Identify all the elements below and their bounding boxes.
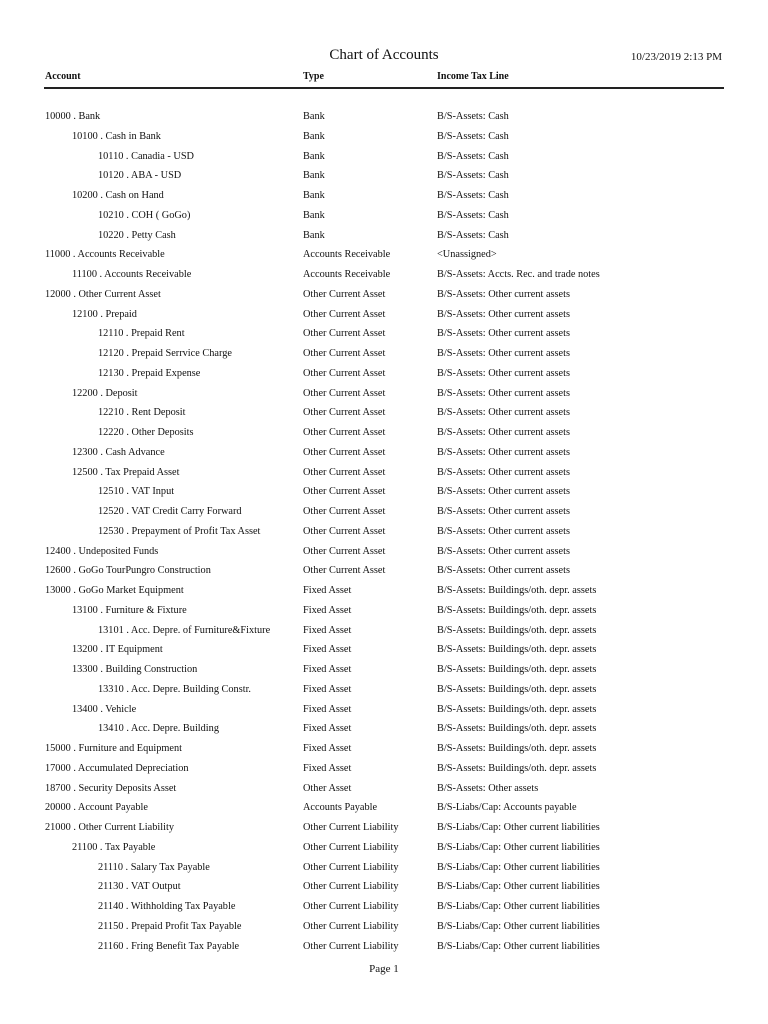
account-row [0,937,768,957]
account-name: 21100 . Tax Payable [72,841,156,853]
account-row [0,423,768,443]
income-tax-line: B/S-Liabs/Cap: Other current liabilities [437,940,600,952]
account-row [0,245,768,265]
account-type: Other Current Liability [303,901,399,912]
account-type: Bank [303,130,325,142]
account-type: Other Current Asset [303,348,386,359]
account-name: 12110 . Prepaid Rent [98,328,185,340]
income-tax-line: B/S-Assets: Other current assets [437,446,570,458]
account-type: Other Current Asset [303,466,386,478]
account-name: 10110 . Canadia - USD [98,150,194,162]
income-tax-line: B/S-Assets: Other current assets [437,545,570,557]
account-row [0,364,768,384]
account-type: Bank [303,229,325,241]
income-tax-line: B/S-Assets: Cash [437,190,509,201]
account-type: Fixed Asset [303,624,352,636]
account-type: Other Current Asset [303,446,386,458]
income-tax-line: B/S-Liabs/Cap: Other current liabilities [437,822,600,833]
income-tax-line: B/S-Assets: Accts. Rec. and trade notes [437,269,600,280]
account-name: 12300 . Cash Advance [72,446,165,458]
account-type: Fixed Asset [303,723,352,735]
account-type: Bank [303,111,325,122]
account-type: Fixed Asset [303,762,352,774]
account-row [0,759,768,779]
report-title: Chart of Accounts [329,47,439,63]
account-type: Other Current Liability [303,822,399,833]
account-name: 21130 . VAT Output [98,881,181,893]
account-type: Other Current Asset [303,525,386,537]
column-header-account: Account [45,71,81,82]
account-row [0,502,768,522]
income-tax-line: B/S-Assets: Other current assets [437,525,570,537]
account-row [0,127,768,147]
income-tax-line: B/S-Liabs/Cap: Other current liabilities [437,881,600,893]
income-tax-line: B/S-Assets: Other current assets [437,407,570,419]
account-type: Other Asset [303,782,352,794]
account-row [0,858,768,878]
account-row [0,463,768,483]
income-tax-line: B/S-Liabs/Cap: Other current liabilities [437,920,600,932]
income-tax-line: B/S-Assets: Other current assets [437,328,570,340]
account-row [0,186,768,206]
account-row [0,897,768,917]
report-datetime: 10/23/2019 2:13 PM [630,51,722,63]
account-type: Other Current Liability [303,940,399,952]
account-name: 13410 . Acc. Depre. Building [98,723,219,735]
income-tax-line: B/S-Assets: Other assets [437,782,539,794]
account-row [0,226,768,246]
account-name: 21110 . Salary Tax Payable [98,861,210,873]
account-row [0,640,768,660]
column-header-type: Type [303,71,324,82]
income-tax-line: B/S-Assets: Cash [437,209,509,221]
account-row [0,917,768,937]
account-name: 12200 . Deposit [72,387,138,399]
income-tax-line: B/S-Assets: Other current assets [437,427,570,438]
account-row [0,166,768,186]
account-name: 13400 . Vehicle [72,703,137,715]
account-type: Other Current Asset [303,387,386,399]
account-type: Other Current Asset [303,328,386,340]
account-name: 20000 . Account Payable [45,802,148,814]
account-name: 21140 . Withholding Tax Payable [98,901,236,912]
account-row [0,482,768,502]
account-row [0,384,768,404]
income-tax-line: <Unassigned> [437,249,497,261]
account-type: Fixed Asset [303,585,352,596]
income-tax-line: B/S-Assets: Other current assets [437,387,570,399]
account-name: 13200 . IT Equipment [72,644,163,656]
income-tax-line: B/S-Liabs/Cap: Other current liabilities [437,861,600,873]
income-tax-line: B/S-Assets: Other current assets [437,466,570,478]
account-row [0,719,768,739]
account-name: 11000 . Accounts Receivable [45,249,165,261]
account-type: Accounts Payable [303,802,378,814]
account-name: 17000 . Accumulated Depreciation [45,762,189,774]
account-type: Other Current Asset [303,506,386,517]
account-name: 10100 . Cash in Bank [72,130,161,142]
account-name: 18700 . Security Deposits Asset [45,782,177,794]
account-row [0,700,768,720]
account-name: 13310 . Acc. Depre. Building Constr. [98,683,252,695]
account-name: 12210 . Rent Deposit [98,407,186,419]
account-row [0,107,768,127]
account-row [0,680,768,700]
income-tax-line: B/S-Assets: Cash [437,150,509,162]
account-row [0,739,768,759]
account-type: Other Current Liability [303,881,399,893]
account-name: 13000 . GoGo Market Equipment [45,585,184,596]
account-type: Other Current Liability [303,861,399,873]
account-name: 12500 . Tax Prepaid Asset [72,466,180,478]
income-tax-line: B/S-Assets: Buildings/oth. depr. assets [437,624,597,636]
account-row [0,344,768,364]
account-row [0,798,768,818]
account-name: 10000 . Bank [45,111,101,122]
account-name: 10120 . ABA - USD [98,170,182,182]
account-type: Other Current Asset [303,565,386,577]
account-type: Fixed Asset [303,743,352,754]
account-type: Other Current Asset [303,427,386,438]
account-row [0,779,768,799]
account-name: 12100 . Prepaid [72,308,137,320]
account-name: 21000 . Other Current Liability [45,822,174,833]
account-row [0,838,768,858]
income-tax-line: B/S-Assets: Cash [437,130,509,142]
account-name: 10220 . Petty Cash [98,229,176,241]
income-tax-line: B/S-Assets: Buildings/oth. depr. assets [437,703,597,715]
account-name: 12510 . VAT Input [98,486,175,498]
account-name: 13300 . Building Construction [72,664,198,675]
account-name: 12130 . Prepaid Expense [98,367,201,379]
income-tax-line: B/S-Assets: Other current assets [437,486,570,498]
account-row [0,522,768,542]
income-tax-line: B/S-Assets: Other current assets [437,565,570,577]
income-tax-line: B/S-Assets: Buildings/oth. depr. assets [437,644,597,656]
account-row [0,621,768,641]
account-name: 11100 . Accounts Receivable [72,269,192,280]
account-name: 12530 . Prepayment of Profit Tax Asset [98,525,261,537]
account-type: Bank [303,150,325,162]
account-type: Other Current Asset [303,545,386,557]
income-tax-line: B/S-Assets: Buildings/oth. depr. assets [437,762,597,774]
income-tax-line: B/S-Assets: Other current assets [437,367,570,379]
account-type: Accounts Receivable [303,249,391,261]
page-number: Page 1 [369,963,399,975]
income-tax-line: B/S-Assets: Cash [437,229,509,241]
account-row [0,324,768,344]
account-type: Bank [303,190,325,201]
account-name: 13100 . Furniture & Fixture [72,604,187,616]
account-name: 12520 . VAT Credit Carry Forward [98,506,242,517]
accounts-list [0,107,768,956]
account-type: Other Current Liability [303,841,399,853]
account-name: 13101 . Acc. Depre. of Furniture&Fixture [98,624,271,636]
account-row [0,265,768,285]
account-type: Other Current Asset [303,308,386,320]
account-type: Bank [303,209,325,221]
account-row [0,818,768,838]
income-tax-line: B/S-Assets: Other current assets [437,506,570,517]
account-type: Bank [303,170,325,182]
account-type: Other Current Asset [303,288,386,300]
account-name: 21160 . Fring Benefit Tax Payable [98,940,240,952]
column-header-tax-line: Income Tax Line [437,71,509,82]
account-row [0,601,768,621]
account-type: Other Current Asset [303,367,386,379]
account-type: Accounts Receivable [303,269,391,280]
account-type: Other Current Asset [303,486,386,498]
income-tax-line: B/S-Assets: Cash [437,111,509,122]
account-type: Fixed Asset [303,683,352,695]
account-type: Fixed Asset [303,664,352,675]
income-tax-line: B/S-Liabs/Cap: Other current liabilities [437,901,600,912]
account-row [0,581,768,601]
account-name: 10210 . COH ( GoGo) [98,209,191,221]
income-tax-line: B/S-Assets: Buildings/oth. depr. assets [437,585,597,596]
income-tax-line: B/S-Assets: Buildings/oth. depr. assets [437,723,597,735]
account-row [0,660,768,680]
account-type: Fixed Asset [303,644,352,656]
income-tax-line: B/S-Assets: Buildings/oth. depr. assets [437,664,597,675]
income-tax-line: B/S-Assets: Cash [437,170,509,182]
income-tax-line: B/S-Assets: Other current assets [437,348,570,359]
account-name: 12600 . GoGo TourPungro Construction [45,565,211,577]
account-row [0,403,768,423]
income-tax-line: B/S-Assets: Buildings/oth. depr. assets [437,743,597,754]
account-name: 10200 . Cash on Hand [72,190,164,201]
account-row [0,443,768,463]
account-row [0,561,768,581]
account-row [0,285,768,305]
income-tax-line: B/S-Assets: Other current assets [437,288,570,300]
income-tax-line: B/S-Liabs/Cap: Accounts payable [437,802,577,814]
income-tax-line: B/S-Assets: Other current assets [437,308,570,320]
account-row [0,305,768,325]
header-divider [44,87,724,89]
account-row [0,542,768,562]
account-name: 15000 . Furniture and Equipment [45,743,182,754]
account-type: Fixed Asset [303,703,352,715]
account-name: 12400 . Undeposited Funds [45,545,159,557]
account-type: Fixed Asset [303,604,352,616]
account-name: 12220 . Other Deposits [98,427,194,438]
account-row [0,147,768,167]
account-type: Other Current Liability [303,920,399,932]
income-tax-line: B/S-Assets: Buildings/oth. depr. assets [437,683,597,695]
account-row [0,877,768,897]
income-tax-line: B/S-Assets: Buildings/oth. depr. assets [437,604,597,616]
income-tax-line: B/S-Liabs/Cap: Other current liabilities [437,841,600,853]
account-row [0,206,768,226]
account-name: 12000 . Other Current Asset [45,288,161,300]
account-name: 12120 . Prepaid Serrvice Charge [98,348,232,359]
account-type: Other Current Asset [303,407,386,419]
account-name: 21150 . Prepaid Profit Tax Payable [98,920,242,932]
